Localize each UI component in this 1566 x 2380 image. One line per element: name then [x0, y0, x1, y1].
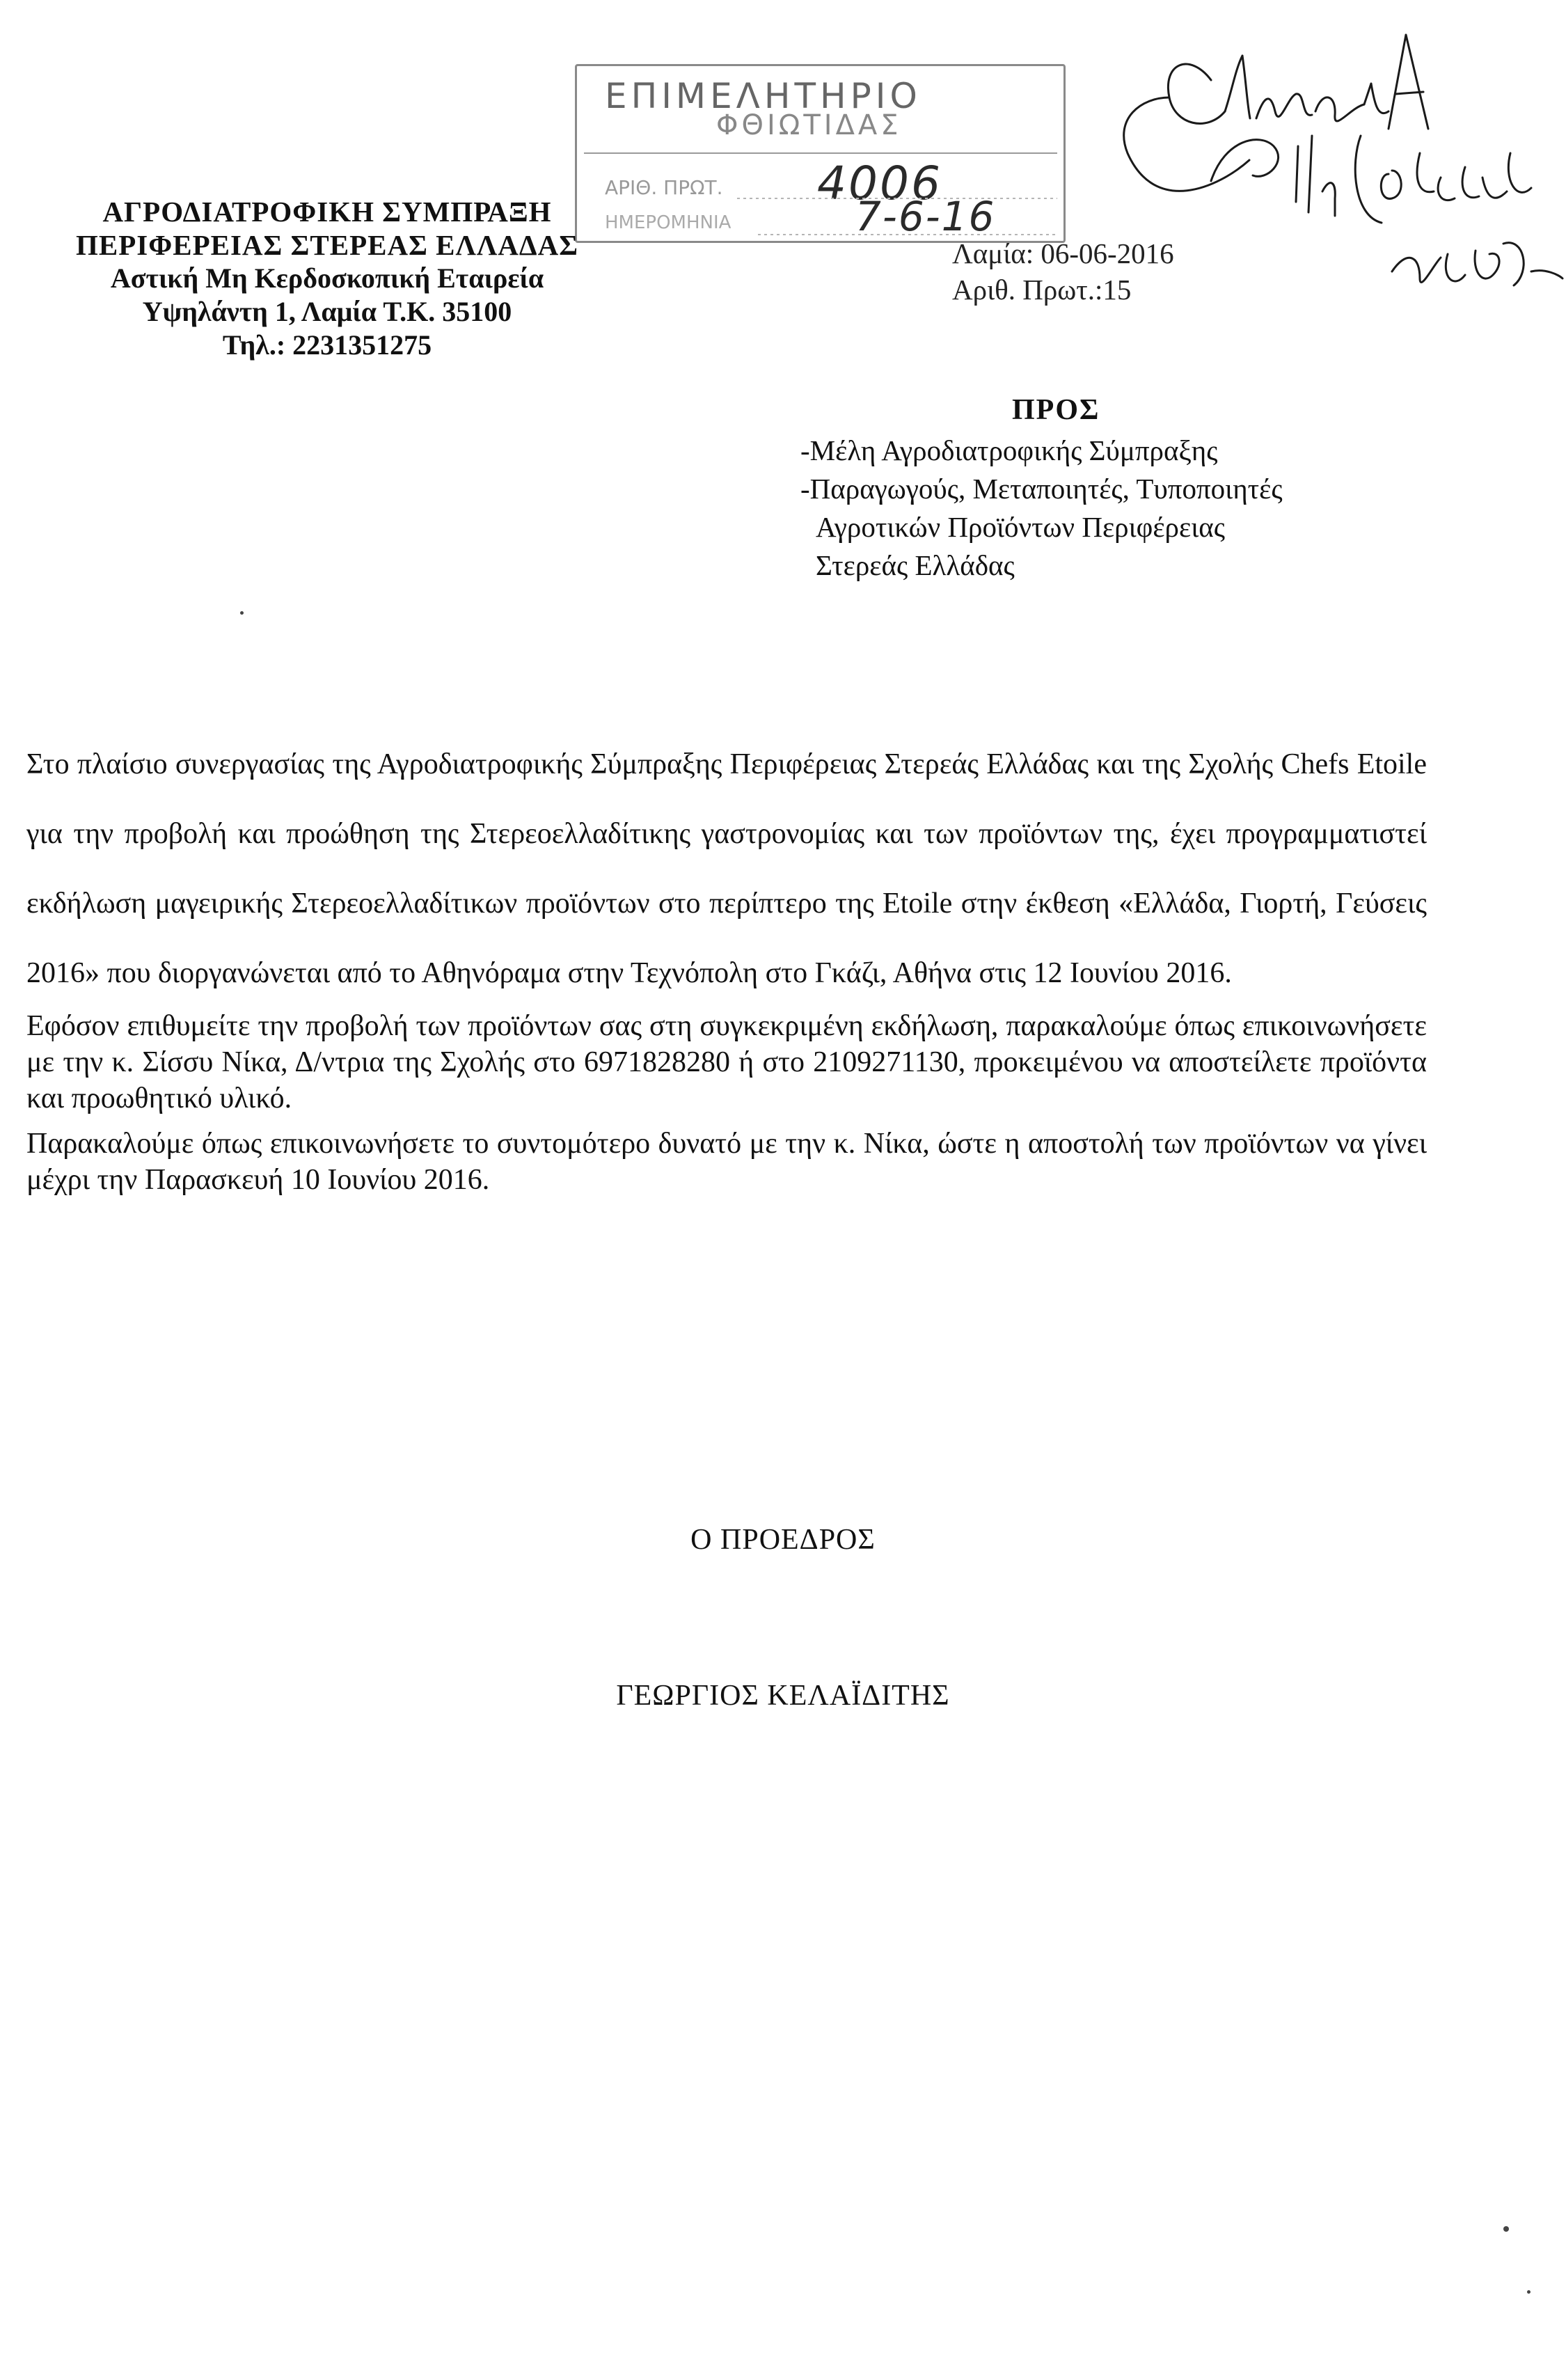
received-stamp — [575, 64, 1066, 243]
scan-speck — [240, 611, 244, 615]
scan-speck — [1527, 2290, 1531, 2294]
sender-org-line1: ΑΓΡΟΔΙΑΤΡΟΦΙΚΗ ΣΥΜΠΡΑΞΗ — [102, 196, 552, 228]
sender-address: Υψηλάντη 1, Λαμία Τ.Κ. 35100 — [142, 296, 512, 327]
recipient-line: -Μέλη Αγροδιατροφικής Σύμπραξης — [800, 434, 1218, 466]
recipients-heading: ΠΡΟΣ — [1012, 394, 1100, 426]
body-paragraph-1: Στο πλαίσιο συνεργασίας της Αγροδιατροφικής Σύμπραξης Περιφέρειας Στερεάς Ελλάδας και της Σχολής Chefs Etoile για την προβολή και προώθηση της Στερεοελλαδίτικης γαστρονομίας και των προϊόντων της, έχει προγραμματιστεί εκδήλωση μαγειρικής Στερεοελλαδίτικων προϊόντων στο περίπτερο της Etoile στην έκθεση «Ελλάδα, Γιορτή, Γεύσεις 2016» που διοργανώνεται από το Αθηνόραμα στην Τεχνόπολη στο Γκάζι, Αθήνα στις 12 Ιουνίου 2016. — [26, 748, 1427, 989]
stamp-subtitle: ΦΘΙΩΤΙΔΑΣ — [716, 109, 902, 141]
signatory-name: ΓΕΩΡΓΙΟΣ ΚΕΛΑΪΔΙΤΗΣ — [616, 1680, 950, 1712]
stamp-protocol-label: ΑΡΙΘ. ΠΡΩΤ. — [605, 176, 723, 199]
body-paragraph-2: Εφόσον επιθυμείτε την προβολή των προϊόντων σας στη συγκεκριμένη εκδήλωση, παρακαλούμε όπως επικοινωνήσετε με την κ. Σίσσυ Νίκα, Δ/ντρια της Σχολής στο 6971828280 ή στο 2109271130, προκειμένου να αποστείλετε προϊόντα και προωθητικό υλικό. — [26, 1010, 1427, 1114]
sender-block — [28, 195, 626, 362]
stamp-date-label: ΗΜΕΡΟΜΗΝΙΑ — [605, 212, 731, 233]
stamp-protocol-number: 4006 — [817, 157, 942, 210]
sender-org-type: Αστική Μη Κερδοσκοπική Εταιρεία — [110, 262, 544, 294]
recipients-list — [800, 432, 1283, 585]
signature-title: Ο ΠΡΟΕΔΡΟΣ — [690, 1524, 876, 1556]
recipient-line: Στερεάς Ελλάδας — [816, 549, 1015, 581]
stamp-rules — [577, 66, 1068, 245]
recipient-line: Αγροτικών Προϊόντων Περιφέρειας — [816, 511, 1225, 543]
document-date: Λαμία: 06-06-2016 — [952, 237, 1174, 269]
body-paragraph-3: Παρακαλούμε όπως επικοινωνήσετε το συντομότερο δυνατό με την κ. Νίκα, ώστε η αποστολή των προϊόντων να γίνει μέχρι την Παρασκευή 10 Ιουνίου 2016. — [26, 1128, 1427, 1196]
sender-org-line2: ΠΕΡΙΦΕΡΕΙΑΣ ΣΤΕΡΕΑΣ ΕΛΛΑΔΑΣ — [76, 229, 578, 261]
stamp-title: ΕΠΙΜΕΛΗΤΗΡΙΟ — [605, 76, 922, 116]
letter-body — [26, 730, 1427, 1207]
scan-speck — [1503, 2226, 1509, 2232]
sender-phone: Τηλ.: 2231351275 — [222, 329, 432, 361]
document-protocol: Αριθ. Πρωτ.:15 — [952, 274, 1132, 306]
date-block — [952, 235, 1174, 308]
stamp-received-date: 7-6-16 — [855, 193, 996, 240]
handwritten-signature — [1114, 14, 1566, 327]
recipient-line: -Παραγωγούς, Μεταποιητές, Τυποποιητές — [800, 473, 1283, 505]
